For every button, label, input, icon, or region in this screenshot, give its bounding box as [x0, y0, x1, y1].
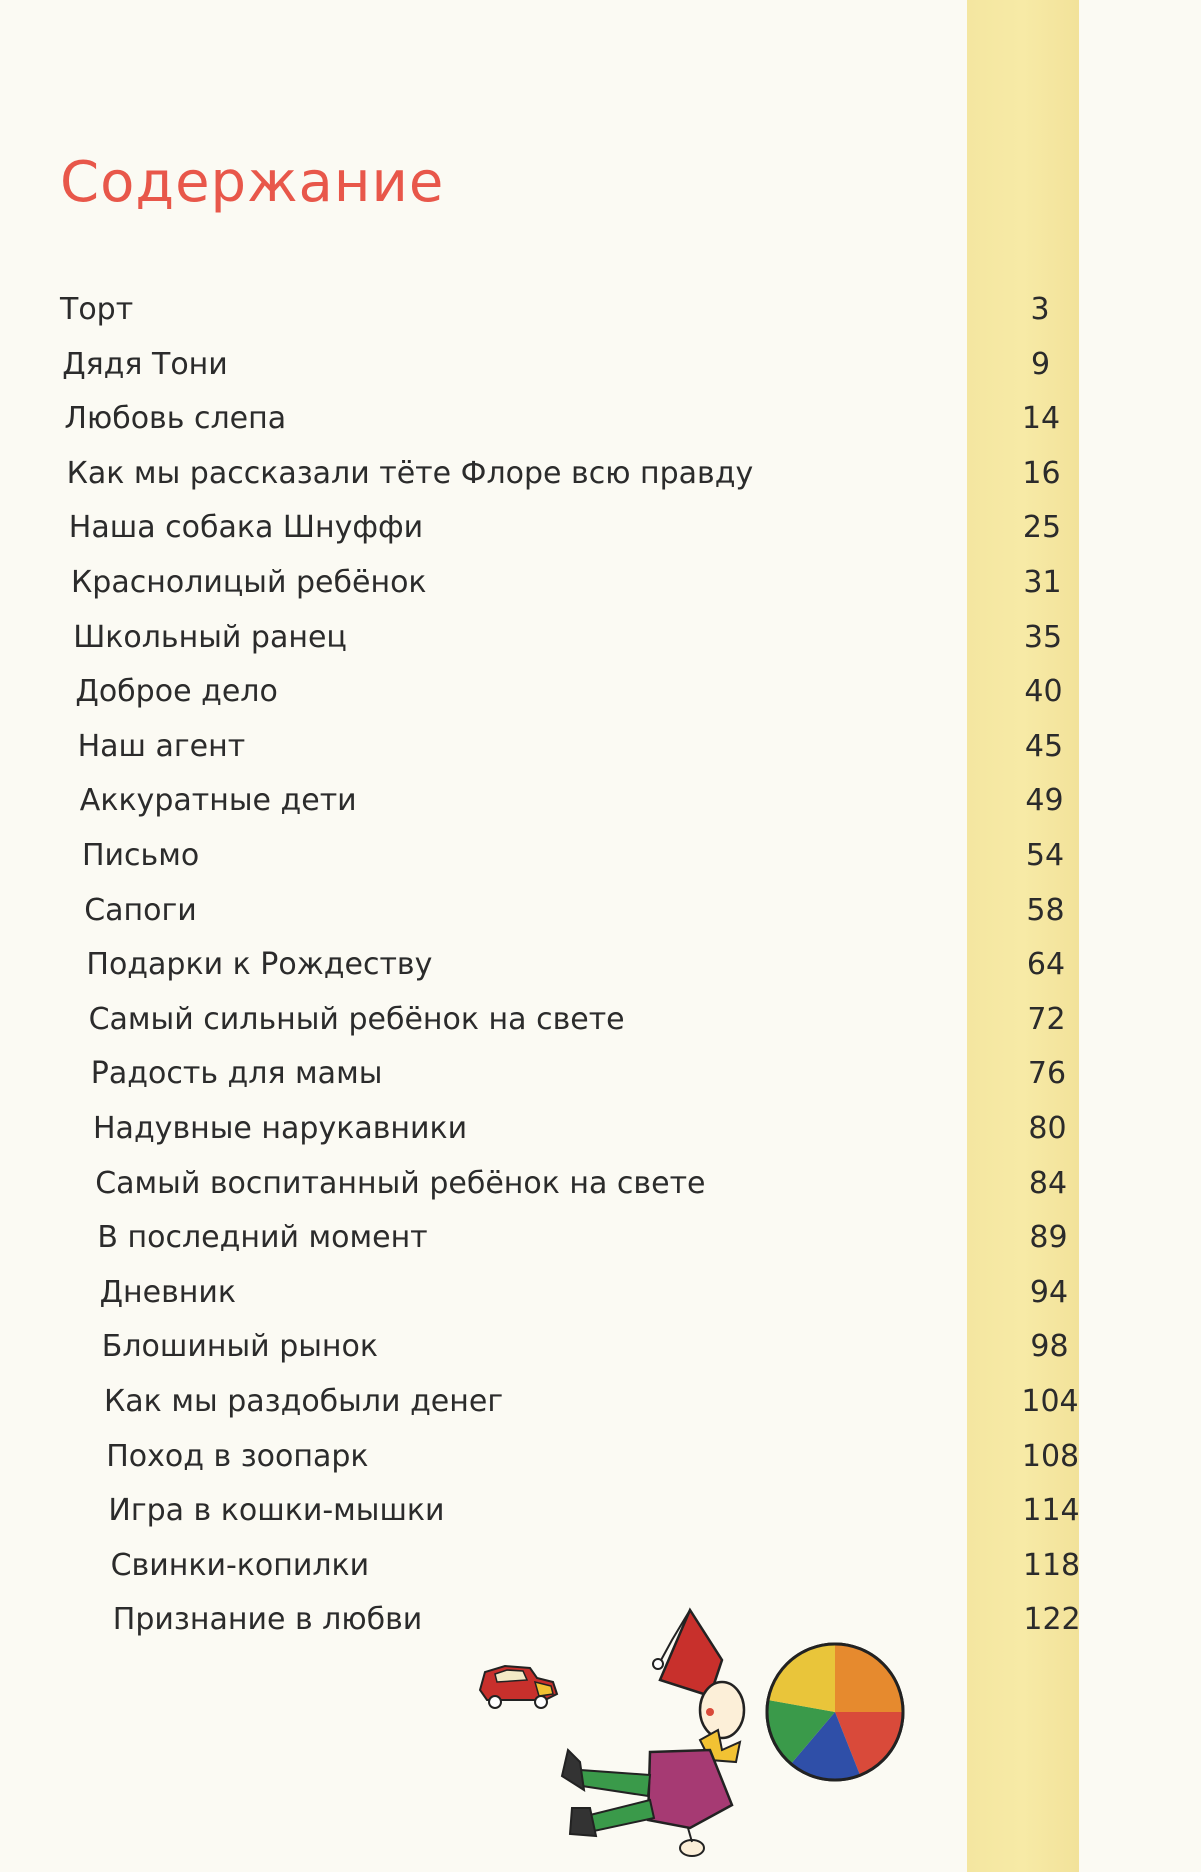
toc-entry	[0, 940, 1201, 990]
toc-entry-title: Как мы раздобыли денег	[104, 1384, 504, 1419]
page-title: Содержание	[60, 150, 445, 215]
toc-entry	[0, 831, 1201, 881]
toc-entry-page-number: 35	[1023, 619, 1063, 655]
toc-entry-page-number: 16	[1022, 455, 1061, 491]
toc-entry	[0, 1541, 1201, 1591]
toc-entry-page-number: 58	[1026, 892, 1065, 928]
clown-and-ball-illustration	[460, 1600, 1080, 1872]
toc-entry	[0, 886, 1201, 936]
toc-entry-title: Письмо	[82, 838, 200, 873]
toc-entry-title: Игра в кошки-мышки	[108, 1493, 445, 1529]
toc-entry-title: В последний момент	[97, 1220, 428, 1256]
toc-entry-page-number: 84	[1028, 1165, 1068, 1201]
toc-entry-page-number: 98	[1030, 1329, 1069, 1365]
toc-entry-title: Как мы рассказали тёте Флоре всю правду	[66, 455, 754, 491]
toc-entry-title: Радость для мамы	[90, 1056, 383, 1092]
beach-ball-icon	[767, 1644, 903, 1780]
toc-entry	[0, 1377, 1201, 1427]
toc-entry-page-number: 104	[1021, 1384, 1079, 1419]
toc-entry-page-number: 64	[1026, 947, 1066, 983]
toc-entry-page-number: 94	[1029, 1274, 1069, 1310]
toy-car-icon	[480, 1666, 557, 1708]
toc-entry	[0, 613, 1201, 663]
toc-entry-page-number: 45	[1024, 728, 1064, 764]
toc-entry-title: Подарки к Рождеству	[86, 947, 433, 983]
toc-entry	[0, 776, 1201, 826]
toc-entry-page-number: 31	[1023, 565, 1062, 600]
toc-entry-title: Самый воспитанный ребёнок на свете	[95, 1165, 706, 1201]
toc-entry-page-number: 72	[1027, 1001, 1066, 1037]
toc-entry-page-number: 54	[1025, 838, 1065, 873]
toc-entry-title: Торт	[60, 292, 134, 327]
toc-entry	[0, 1322, 1201, 1372]
toc-entry	[0, 1159, 1201, 1209]
toc-entry	[0, 722, 1201, 772]
toc-entry-page-number: 122	[1023, 1602, 1081, 1638]
toc-entry	[0, 1268, 1201, 1318]
toc-entry	[0, 1432, 1201, 1482]
toc-entry	[0, 558, 1201, 608]
toc-entry-title: Свинки-копилки	[110, 1547, 370, 1583]
toc-entry-page-number: 76	[1027, 1056, 1067, 1092]
toc-entry-title: Аккуратные дети	[79, 783, 357, 819]
toc-entry	[0, 340, 1201, 390]
toc-entry-title: Признание в любви	[112, 1602, 423, 1638]
toc-entry	[0, 1486, 1201, 1536]
toc-entry-page-number: 14	[1021, 401, 1061, 437]
toc-entry-page-number: 80	[1028, 1111, 1067, 1146]
toc-entry-page-number: 114	[1022, 1493, 1080, 1529]
toc-entry-title: Любовь слепа	[64, 401, 287, 437]
toc-entry-page-number: 89	[1029, 1220, 1068, 1256]
toc-entry	[0, 503, 1201, 553]
toc-entry	[0, 394, 1201, 444]
toc-entry-title: Доброе дело	[75, 674, 278, 710]
toc-entry	[0, 1104, 1201, 1154]
toc-entry-title: Дядя Тони	[62, 346, 228, 382]
toc-entry-page-number: 3	[1030, 292, 1050, 327]
toc-entry	[0, 1049, 1201, 1099]
toc-entry-title: Дневник	[99, 1274, 237, 1310]
toc-entry-title: Краснолицый ребёнок	[71, 565, 427, 600]
toc-entry-title: Школьный ранец	[73, 619, 347, 655]
toc-entry-title: Наша собака Шнуффи	[68, 510, 424, 546]
toc-entry-page-number: 118	[1022, 1547, 1081, 1583]
toc-entry-page-number: 49	[1025, 783, 1064, 819]
toc-entry-title: Самый сильный ребёнок на свете	[88, 1001, 625, 1037]
toc-entry-title: Надувные нарукавники	[93, 1111, 468, 1146]
toc-entry-page-number: 25	[1022, 510, 1062, 546]
toc-entry	[0, 1213, 1201, 1263]
toc-entry-title: Блошиный рынок	[101, 1329, 379, 1365]
toc-entry-title: Наш агент	[77, 728, 246, 764]
toc-entry-title: Поход в зоопарк	[106, 1438, 369, 1474]
toc-entry-page-number: 40	[1024, 674, 1063, 710]
toc-entry-page-number: 9	[1030, 346, 1051, 382]
toc-entry-title: Сапоги	[84, 892, 197, 928]
clown-figure-icon	[562, 1610, 744, 1856]
toc-entry	[0, 667, 1201, 717]
toc-entry-page-number: 108	[1021, 1438, 1080, 1474]
toc-entry	[0, 995, 1201, 1045]
toc-entry	[0, 285, 1201, 335]
toc-entry	[0, 449, 1201, 499]
